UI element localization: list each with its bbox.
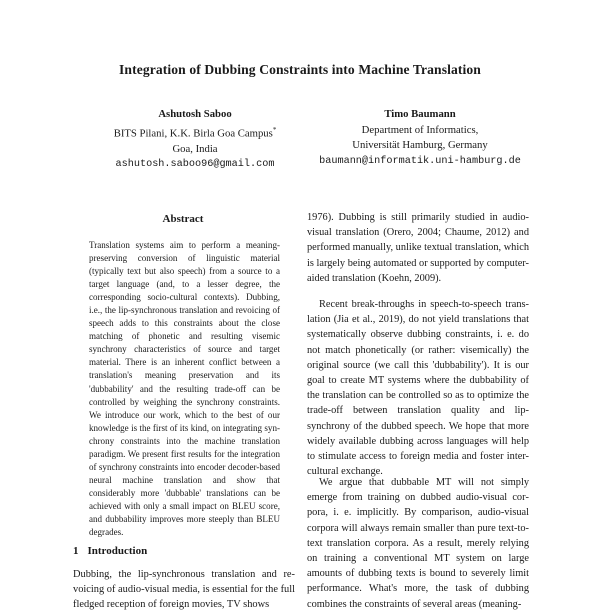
paper-title: Integration of Dubbing Constraints into Machine Translation bbox=[119, 62, 481, 77]
paragraph-text: We argue that dubbable MT will not simply emerge from training on dubbed audio-visual corpora, i. e. implicitly. By comparison, audio-visual corpora will always remain smaller than pure text-to-text translation corpora. As a result, merely relying on training a conventional MT system on large amounts of dubbing texts is bound to severely limit performance. What's more, the task of dubbing combines the constraints of several areas (meaning- bbox=[307, 477, 529, 610]
section-title: Introduction bbox=[87, 545, 148, 557]
author-location: Goa, India bbox=[172, 142, 218, 155]
author-name: Timo Baumann bbox=[384, 108, 456, 120]
body-paragraph-2 bbox=[307, 297, 529, 479]
author-location: Universität Hamburg, Germany bbox=[352, 139, 488, 151]
affiliation-footnote-mark: * bbox=[272, 125, 277, 134]
abstract-heading: Abstract bbox=[162, 213, 204, 225]
paragraph-text: Recent break-throughs in speech-to-speech translation (Jia et al., 2019), do not yield translations that systematically observe dubbing constraints, i. e. do not match phonetically (or rather: visemically) the original source (we call this 'dubbability'). It is our goal to create MT systems where the dubbability of the translation can be controlled so as to optimize the trade-off between translation quality and lip-synchrony of the dubbed speech. We hope that more widely available dubbing across languages will help to stimulate access to foreign media and foster inter-cultural exchange. bbox=[307, 299, 529, 478]
section-heading bbox=[73, 545, 147, 557]
author-affiliation: BITS Pilani, K.K. Birla Goa Campus* bbox=[113, 125, 277, 140]
body-paragraph-3 bbox=[307, 475, 529, 612]
author-email: ashutosh.saboo96@gmail.com bbox=[115, 159, 275, 171]
author-block-1 bbox=[80, 107, 310, 173]
section-number: 1 bbox=[73, 545, 79, 557]
author-name: Ashutosh Saboo bbox=[158, 108, 232, 120]
body-paragraph-1: 1976). Dubbing is still primarily studied in audio-visual translation (Orero, 2004; Chaume, 2012) and performed manually, unlike textual translation, which is largely being automated or supported by computer-aided translation (Koehn, 2009). bbox=[307, 212, 529, 284]
author-affiliation: Department of Informatics, bbox=[361, 123, 479, 136]
author-block-2 bbox=[300, 107, 540, 169]
intro-paragraph: Dubbing, the lip-synchronous translation and revoicing of audio-visual media, is essential for the full fledged reception of foreign movies, TV shows bbox=[73, 569, 295, 611]
author-email: baumann@informatik.uni-hamburg.de bbox=[319, 155, 521, 167]
abstract-text: Translation systems aim to perform a meaning-preserving conversion of linguistic material (typically text but also speech) from a source to a target language (and, to a lesser degree, the corresponding socio-cultural contexts). Dubbing, i.e., the lip-synchronous translation and revoicing of speech adds to this constraints about the close matching of phonetic and resulting visemic synchrony characteristics of source and target material. There is an inherent conflict between a translation's meaning preservation and its 'dubbability' and the resulting trade-off can be controlled by weighing the synchrony constraints. We introduce our work, which to the best of our knowledge is the first of its kind, on integrating synchrony constraints into the machine translation paradigm. We present first results for the integration of synchrony constraints into encoder decoder-based neural machine translation and show that considerably more 'dubbable' translations can be achieved with only a small impact on BLEU score, and dubbability improves more steeply than BLEU degrades. bbox=[89, 240, 280, 538]
